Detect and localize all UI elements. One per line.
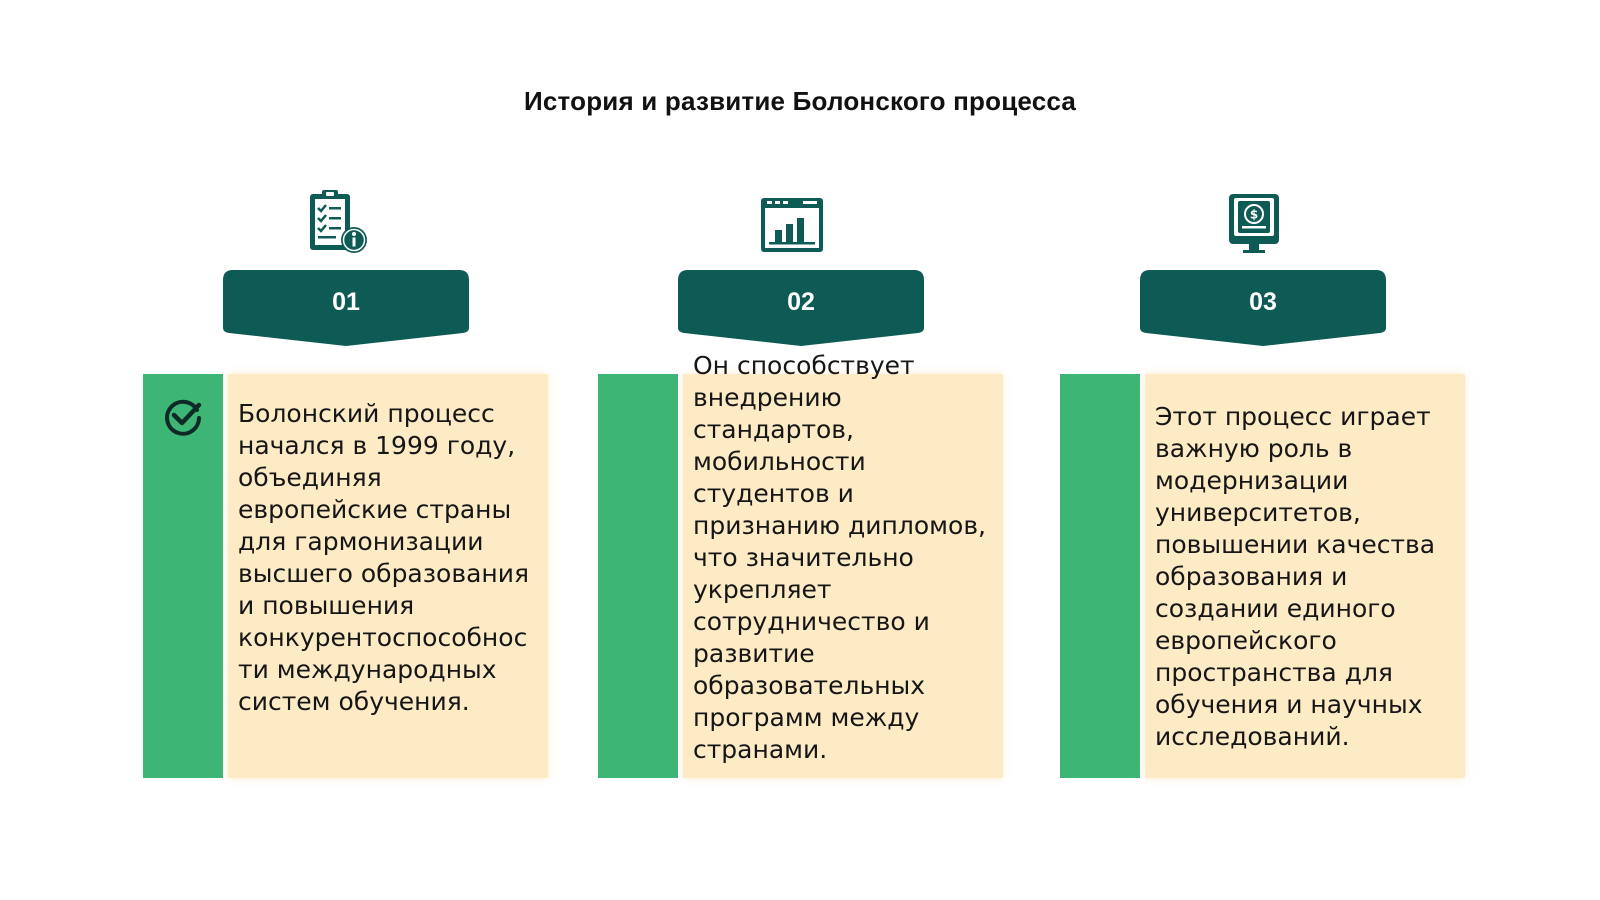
card-stripe (1060, 374, 1140, 778)
step-description: Болонский процесс начался в 1999 году, объединяя европейские страны для гармонизации высшего образования и повышения конкурентоспособнос ти международных систем обучения. (238, 399, 530, 716)
step-number-banner (678, 270, 924, 348)
page-title: История и развитие Болонского процесса (524, 86, 1076, 116)
clipboard-info-icon (302, 188, 372, 258)
step-number: 03 (1249, 288, 1277, 316)
card-stripe (143, 374, 223, 778)
step-number: 01 (332, 288, 360, 316)
card-stripe (598, 374, 678, 778)
step-description: Этот процесс играет важную роль в модернизации университетов, повышении качества образования и создании единого европейского пространства для обучения и научных исследований. (1155, 402, 1436, 751)
bar-chart-window-icon (757, 188, 827, 258)
step-description: Он способствует внедрению стандартов, мобильности студентов и признанию дипломов, что значительно укрепляет сотрудничество и развитие образовательных программ между странами. (693, 351, 986, 764)
step-column-1 (143, 0, 553, 900)
step-column-2 (598, 0, 1008, 900)
dollar-monitor-icon (1219, 188, 1289, 258)
step-number: 02 (787, 288, 815, 316)
check-circle-icon (161, 394, 205, 438)
svg-text:$: $ (1249, 207, 1259, 222)
step-column-3 (1060, 0, 1470, 900)
step-number-banner (223, 270, 469, 348)
step-number-banner (1140, 270, 1386, 348)
